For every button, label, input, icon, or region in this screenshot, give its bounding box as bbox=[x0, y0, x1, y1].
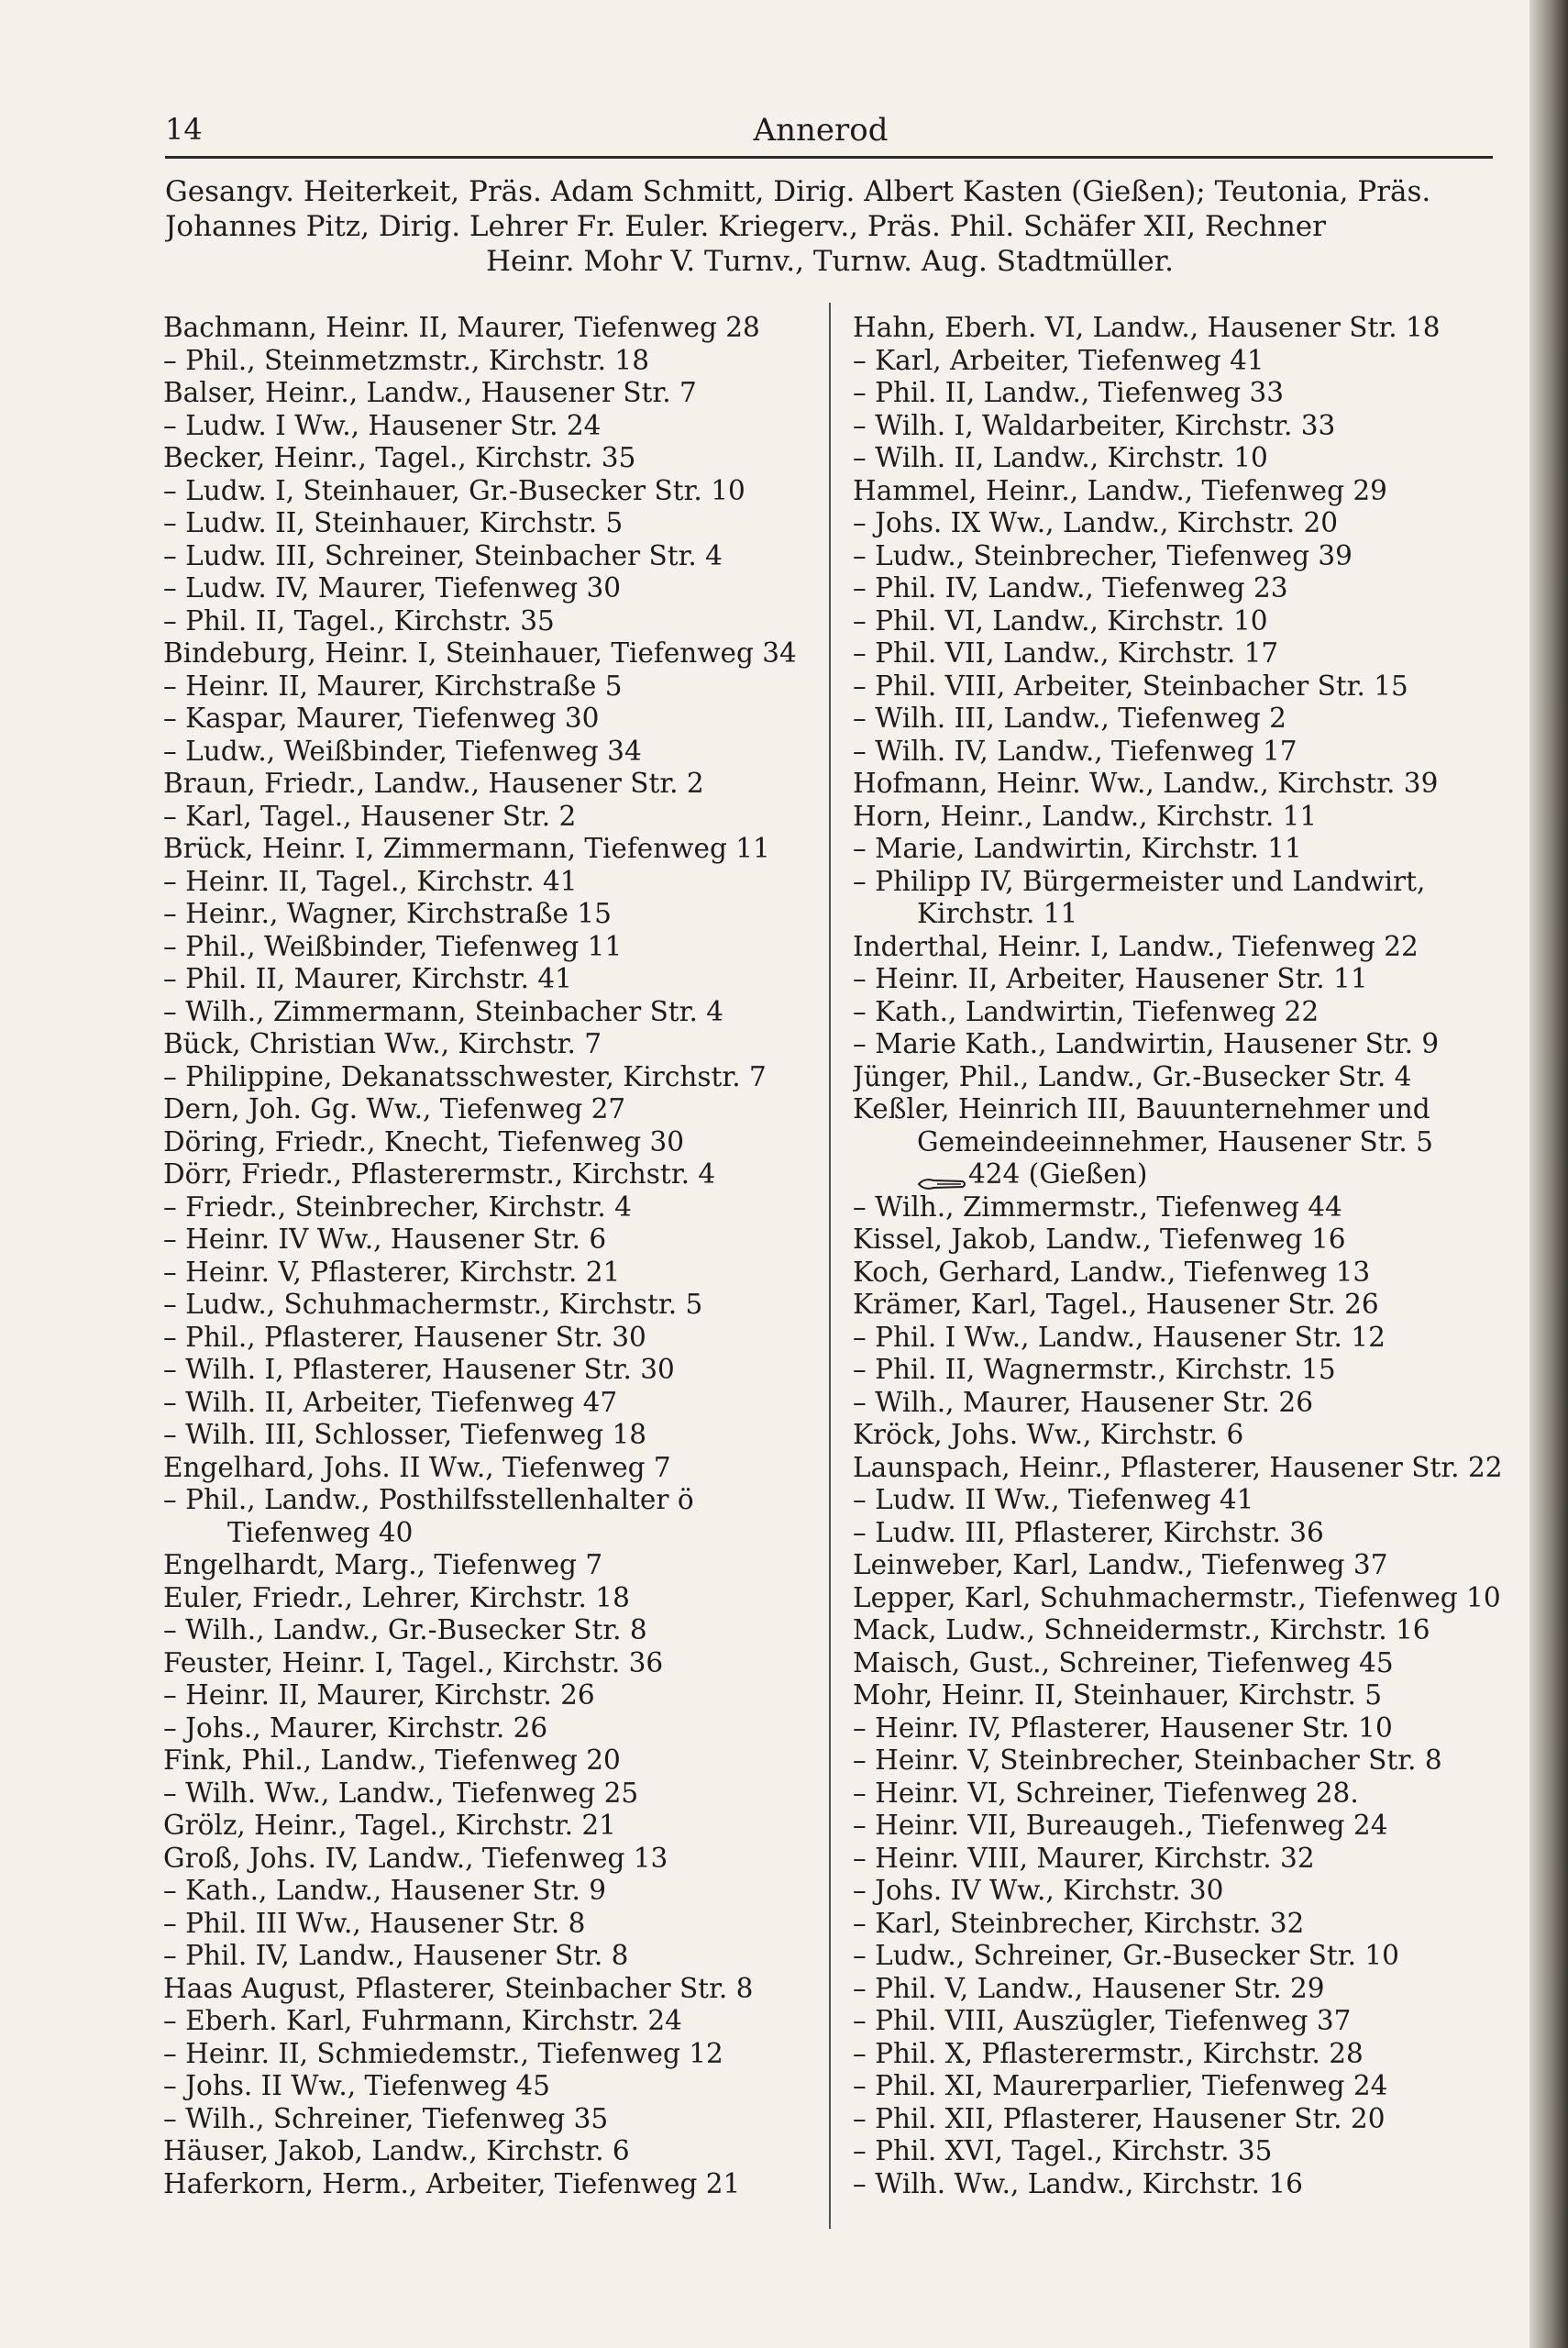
directory-entry: Tiefenweg 40 bbox=[227, 1516, 414, 1548]
intro-line: Heinr. Mohr V. Turnv., Turnw. Aug. Stadtmüller. bbox=[485, 245, 1175, 278]
directory-entry: – Phil. VI, Landw., Kirchstr. 10 bbox=[853, 604, 1268, 637]
directory-entry: Mack, Ludw., Schneidermstr., Kirchstr. 16 bbox=[853, 1614, 1430, 1645]
directory-entry: Engelhardt, Marg., Tiefenweg 7 bbox=[163, 1549, 603, 1580]
directory-entry: Häuser, Jakob, Landw., Kirchstr. 6 bbox=[163, 2135, 630, 2166]
pointing-hand-icon bbox=[917, 1168, 968, 1184]
directory-entry: – Heinr. II, Maurer, Kirchstr. 26 bbox=[163, 1679, 595, 1711]
directory-entry: Kissel, Jakob, Landw., Tiefenweg 16 bbox=[853, 1224, 1346, 1255]
directory-entry: Grölz, Heinr., Tagel., Kirchstr. 21 bbox=[163, 1810, 616, 1841]
directory-entry: – Phil. I Ww., Landw., Hausener Str. 12 bbox=[853, 1321, 1386, 1353]
directory-entry: Launspach, Heinr., Pflasterer, Hausener Str. 22 bbox=[853, 1451, 1502, 1483]
directory-entry: – Ludw. III, Schreiner, Steinbacher Str. 4 bbox=[163, 539, 723, 571]
directory-entry: – Kath., Landwirtin, Tiefenweg 22 bbox=[853, 995, 1320, 1027]
directory-entry: – Wilh. Ww., Landw., Tiefenweg 25 bbox=[163, 1777, 639, 1809]
directory-entry: – Philipp IV, Bürgermeister und Landwirt, bbox=[853, 865, 1426, 897]
directory-entry bbox=[853, 1158, 1502, 1191]
directory-entry: – Wilh. III, Landw., Tiefenweg 2 bbox=[853, 703, 1286, 734]
directory-entry: – Heinr. II, Maurer, Kirchstraße 5 bbox=[163, 670, 623, 702]
directory-entry: Becker, Heinr., Tagel., Kirchstr. 35 bbox=[163, 442, 636, 473]
directory-entry: – Ludw. III, Pflasterer, Kirchstr. 36 bbox=[853, 1516, 1324, 1548]
directory-entry: – Wilh., Zimmermstr., Tiefenweg 44 bbox=[853, 1191, 1342, 1223]
directory-entry: – Phil., Steinmetzmstr., Kirchstr. 18 bbox=[163, 344, 649, 376]
directory-entry: – Phil. VIII, Arbeiter, Steinbacher Str. 15 bbox=[853, 670, 1408, 702]
left-column bbox=[163, 312, 816, 2200]
directory-entry: – Wilh., Landw., Gr.-Busecker Str. 8 bbox=[163, 1614, 647, 1645]
directory-entry: – Wilh. IV, Landw., Tiefenweg 17 bbox=[853, 735, 1297, 767]
directory-entry: Bachmann, Heinr. II, Maurer, Tiefenweg 28 bbox=[163, 312, 760, 343]
directory-entry: – Phil. XII, Pflasterer, Hausener Str. 20 bbox=[853, 2102, 1386, 2134]
directory-entry: Hammel, Heinr., Landw., Tiefenweg 29 bbox=[853, 474, 1387, 506]
directory-entry: Kirchstr. 11 bbox=[917, 898, 1078, 929]
directory-entry: – Phil. III Ww., Hausener Str. 8 bbox=[163, 1907, 586, 1939]
directory-entry: Maisch, Gust., Schreiner, Tiefenweg 45 bbox=[853, 1646, 1394, 1678]
directory-entry: Hofmann, Heinr. Ww., Landw., Kirchstr. 39 bbox=[853, 768, 1439, 799]
column-divider bbox=[829, 303, 831, 2229]
directory-entry: – Ludw., Schreiner, Gr.-Busecker Str. 10 bbox=[853, 1940, 1399, 1971]
directory-entry: Mohr, Heinr. II, Steinhauer, Kirchstr. 5 bbox=[853, 1679, 1382, 1711]
directory-entry: – Ludw. II, Steinhauer, Kirchstr. 5 bbox=[163, 507, 624, 538]
directory-entry: Dern, Joh. Gg. Ww., Tiefenweg 27 bbox=[163, 1093, 626, 1124]
directory-entry: Döring, Friedr., Knecht, Tiefenweg 30 bbox=[163, 1125, 685, 1157]
right-column bbox=[853, 312, 1502, 2200]
directory-entry: – Wilh. II, Landw., Kirchstr. 10 bbox=[853, 442, 1268, 473]
directory-entry: – Heinr., Wagner, Kirchstraße 15 bbox=[163, 898, 612, 929]
page-number: 14 bbox=[165, 112, 203, 147]
intro-paragraph bbox=[165, 174, 1495, 279]
directory-entry: – Phil. VIII, Auszügler, Tiefenweg 37 bbox=[853, 2005, 1352, 2036]
directory-entry: Balser, Heinr., Landw., Hausener Str. 7 bbox=[163, 377, 697, 408]
directory-entry: – Heinr. VII, Bureaugeh., Tiefenweg 24 bbox=[853, 1810, 1388, 1841]
directory-entry: – Heinr. II, Tagel., Kirchstr. 41 bbox=[163, 865, 578, 897]
directory-entry: – Heinr. II, Arbeiter, Hausener Str. 11 bbox=[853, 963, 1368, 994]
directory-entry: – Ludw., Steinbrecher, Tiefenweg 39 bbox=[853, 539, 1353, 571]
directory-entry: Bück, Christian Ww., Kirchstr. 7 bbox=[163, 1028, 602, 1059]
directory-entry: Gemeindeeinnehmer, Hausener Str. 5 bbox=[917, 1125, 1433, 1157]
entry-text: 424 (Gießen) bbox=[968, 1158, 1148, 1190]
directory-entry: – Wilh. II, Arbeiter, Tiefenweg 47 bbox=[163, 1386, 618, 1418]
directory-entry: – Marie, Landwirtin, Kirchstr. 11 bbox=[853, 833, 1302, 864]
directory-entry: – Phil. II, Tagel., Kirchstr. 35 bbox=[163, 604, 555, 637]
directory-entry: – Heinr. IV Ww., Hausener Str. 6 bbox=[163, 1224, 607, 1255]
directory-entry: Jünger, Phil., Landw., Gr.-Busecker Str. 4 bbox=[853, 1060, 1412, 1092]
intro-line: Gesangv. Heiterkeit, Präs. Adam Schmitt, Dirig. Albert Kasten (Gießen); Teutonia, Präs. bbox=[165, 175, 1431, 208]
page-header bbox=[165, 112, 1476, 152]
directory-entry: Euler, Friedr., Lehrer, Kirchstr. 18 bbox=[163, 1581, 630, 1613]
directory-entry: – Kath., Landw., Hausener Str. 9 bbox=[163, 1875, 606, 1906]
directory-entry: Haas August, Pflasterer, Steinbacher Str. 8 bbox=[163, 1972, 754, 2004]
directory-entry: – Ludw. IV, Maurer, Tiefenweg 30 bbox=[163, 572, 622, 604]
directory-entry: – Karl, Tagel., Hausener Str. 2 bbox=[163, 800, 577, 832]
directory-entry: – Heinr. II, Schmiedemstr., Tiefenweg 12 bbox=[163, 2037, 723, 2069]
directory-entry: – Marie Kath., Landwirtin, Hausener Str. 9 bbox=[853, 1028, 1440, 1059]
directory-entry: Dörr, Friedr., Pflasterermstr., Kirchstr. 4 bbox=[163, 1158, 716, 1190]
directory-entry: Kröck, Johs. Ww., Kirchstr. 6 bbox=[853, 1419, 1244, 1450]
page-edge-shadow bbox=[1529, 0, 1568, 2348]
directory-entry: – Ludw. I, Steinhauer, Gr.-Busecker Str. 10 bbox=[163, 474, 745, 506]
directory-entry: – Johs. IX Ww., Landw., Kirchstr. 20 bbox=[853, 507, 1339, 538]
directory-entry: – Friedr., Steinbrecher, Kirchstr. 4 bbox=[163, 1191, 632, 1223]
directory-entry: – Karl, Arbeiter, Tiefenweg 41 bbox=[853, 344, 1264, 376]
directory-entry: – Johs., Maurer, Kirchstr. 26 bbox=[163, 1711, 548, 1744]
running-title: Annerod bbox=[753, 112, 889, 149]
directory-entry: Fink, Phil., Landw., Tiefenweg 20 bbox=[163, 1744, 621, 1776]
directory-entry: Lepper, Karl, Schuhmachermstr., Tiefenweg 10 bbox=[853, 1581, 1501, 1613]
directory-entry: – Johs. II Ww., Tiefenweg 45 bbox=[163, 2070, 550, 2101]
directory-entry: Haferkorn, Herm., Arbeiter, Tiefenweg 21 bbox=[163, 2167, 741, 2199]
directory-entry: Horn, Heinr., Landw., Kirchstr. 11 bbox=[853, 800, 1318, 832]
directory-entry: – Wilh. Ww., Landw., Kirchstr. 16 bbox=[853, 2167, 1303, 2199]
directory-entry: – Heinr. IV, Pflasterer, Hausener Str. 10 bbox=[853, 1711, 1393, 1744]
directory-entry: Groß, Johs. IV, Landw., Tiefenweg 13 bbox=[163, 1842, 668, 1874]
directory-entry: Hahn, Eberh. VI, Landw., Hausener Str. 18 bbox=[853, 312, 1441, 343]
directory-entry: Bindeburg, Heinr. I, Steinhauer, Tiefenweg 34 bbox=[163, 637, 797, 669]
directory-entry: – Philippine, Dekanatsschwester, Kirchstr. 7 bbox=[163, 1060, 767, 1092]
directory-entry: – Phil. II, Wagnermstr., Kirchstr. 15 bbox=[853, 1354, 1336, 1385]
directory-entry: – Heinr. VI, Schreiner, Tiefenweg 28. bbox=[853, 1777, 1359, 1809]
directory-entry: – Kaspar, Maurer, Tiefenweg 30 bbox=[163, 703, 600, 734]
header-rule bbox=[165, 156, 1493, 159]
directory-entry: – Heinr. V, Steinbrecher, Steinbacher Str. 8 bbox=[853, 1744, 1442, 1776]
directory-entry: Leinweber, Karl, Landw., Tiefenweg 37 bbox=[853, 1549, 1388, 1580]
directory-entry: – Phil., Weißbinder, Tiefenweg 11 bbox=[163, 930, 623, 962]
directory-entry: – Phil., Pflasterer, Hausener Str. 30 bbox=[163, 1321, 646, 1353]
directory-entry: – Phil. II, Maurer, Kirchstr. 41 bbox=[163, 963, 572, 994]
directory-entry: Engelhard, Johs. II Ww., Tiefenweg 7 bbox=[163, 1451, 671, 1483]
directory-entry: – Eberh. Karl, Fuhrmann, Kirchstr. 24 bbox=[163, 2005, 682, 2036]
directory-entry: – Heinr. V, Pflasterer, Kirchstr. 21 bbox=[163, 1256, 621, 1288]
directory-entry: – Phil. XI, Maurerparlier, Tiefenweg 24 bbox=[853, 2070, 1388, 2101]
directory-entry: – Phil., Landw., Posthilfsstellenhalter ö bbox=[163, 1484, 694, 1515]
directory-entry: – Wilh. I, Pflasterer, Hausener Str. 30 bbox=[163, 1354, 675, 1385]
directory-entry: – Wilh. I, Waldarbeiter, Kirchstr. 33 bbox=[853, 409, 1336, 441]
directory-entry: Krämer, Karl, Tagel., Hausener Str. 26 bbox=[853, 1289, 1379, 1320]
directory-entry: – Ludw. II Ww., Tiefenweg 41 bbox=[853, 1484, 1254, 1515]
directory-entry: Keßler, Heinrich III, Bauunternehmer und bbox=[853, 1093, 1430, 1124]
directory-entry: – Ludw., Weißbinder, Tiefenweg 34 bbox=[163, 735, 642, 767]
directory-entry: – Phil. IV, Landw., Hausener Str. 8 bbox=[163, 1940, 629, 1971]
directory-entry: – Phil. IV, Landw., Tiefenweg 23 bbox=[853, 572, 1288, 604]
intro-line: Johannes Pitz, Dirig. Lehrer Fr. Euler. Kriegerv., Präs. Phil. Schäfer XII, Rechner bbox=[165, 210, 1326, 243]
directory-entry: Inderthal, Heinr. I, Landw., Tiefenweg 22 bbox=[853, 930, 1419, 962]
directory-entry: Braun, Friedr., Landw., Hausener Str. 2 bbox=[163, 768, 704, 799]
directory-entry: – Heinr. VIII, Maurer, Kirchstr. 32 bbox=[853, 1842, 1315, 1874]
directory-entry: – Johs. IV Ww., Kirchstr. 30 bbox=[853, 1875, 1224, 1906]
directory-entry: – Phil. X, Pflasterermstr., Kirchstr. 28 bbox=[853, 2037, 1364, 2069]
directory-entry: – Karl, Steinbrecher, Kirchstr. 32 bbox=[853, 1907, 1305, 1939]
directory-entry: – Ludw. I Ww., Hausener Str. 24 bbox=[163, 409, 602, 441]
directory-entry: – Phil. V, Landw., Hausener Str. 29 bbox=[853, 1972, 1325, 2004]
directory-entry: – Phil. XVI, Tagel., Kirchstr. 35 bbox=[853, 2135, 1273, 2166]
directory-entry: Koch, Gerhard, Landw., Tiefenweg 13 bbox=[853, 1256, 1371, 1288]
directory-entry: – Wilh., Zimmermann, Steinbacher Str. 4 bbox=[163, 995, 724, 1027]
directory-entry: – Wilh., Maurer, Hausener Str. 26 bbox=[853, 1386, 1313, 1418]
directory-entry: – Ludw., Schuhmachermstr., Kirchstr. 5 bbox=[163, 1289, 703, 1320]
directory-entry: Brück, Heinr. I, Zimmermann, Tiefenweg 11 bbox=[163, 833, 770, 864]
directory-entry: – Wilh., Schreiner, Tiefenweg 35 bbox=[163, 2102, 609, 2134]
directory-entry: – Phil. VII, Landw., Kirchstr. 17 bbox=[853, 637, 1279, 669]
directory-entry: – Phil. II, Landw., Tiefenweg 33 bbox=[853, 377, 1285, 408]
directory-entry: Feuster, Heinr. I, Tagel., Kirchstr. 36 bbox=[163, 1646, 664, 1678]
directory-entry: – Wilh. III, Schlosser, Tiefenweg 18 bbox=[163, 1419, 646, 1450]
